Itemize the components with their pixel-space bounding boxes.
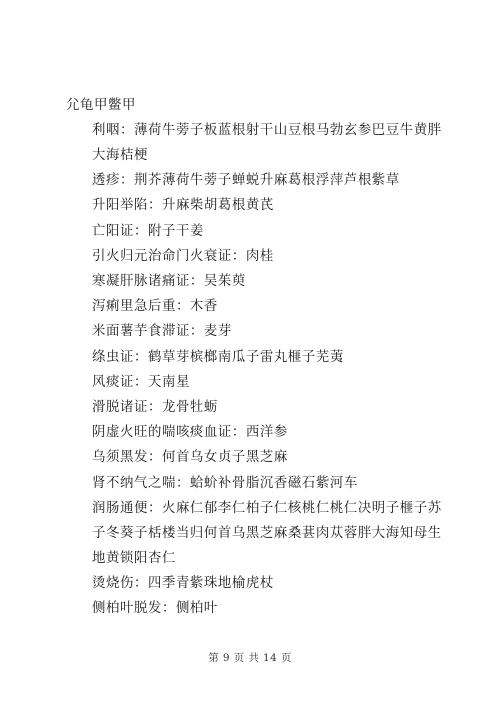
text-line-13: 乌须黑发：何首乌女贞子黑芝麻	[92, 450, 288, 466]
text-line-4: 亡阳证：附子干姜	[92, 223, 204, 239]
text-line-12: 阴虚火旺的喘咳痰血证：西洋参	[92, 425, 288, 441]
text-line-14: 肾不纳气之喘：蛤蚧补骨脂沉香磁石紫河车	[92, 475, 358, 491]
text-line-0: 尣龟甲鳖甲	[66, 98, 136, 113]
text-line-2: 透疹：荆芥薄荷牛蒡子蝉蜕升麻葛根浮萍芦根紫草	[92, 173, 400, 189]
text-line-5: 引火归元治命门火衰证：肉桂	[92, 248, 274, 264]
text-line-1: 利咽：薄荷牛蒡子板蓝根射干山豆根马勃玄参巴豆牛黄胖大海桔梗	[92, 123, 442, 164]
text-line-7: 泻痢里急后重：木香	[92, 299, 218, 315]
text-line-16: 烫烧伤：四季青紫珠地榆虎杖	[92, 575, 274, 591]
text-line-11: 滑脱诸证：龙骨牡蛎	[92, 400, 218, 416]
text-line-6: 寒凝肝脉诸痛证：吴茱萸	[92, 274, 246, 290]
text-line-9: 绦虫证：鹤草芽槟榔南瓜子雷丸榧子芜荑	[92, 349, 344, 365]
document-body	[66, 93, 450, 621]
text-line-10: 风痰证：天南星	[92, 374, 190, 390]
text-line-3: 升阳举陷：升麻柴胡葛根黄芪	[92, 198, 274, 214]
page-footer: 第 9 页 共 14 页	[208, 652, 292, 664]
text-line-8: 米面薯芋食滞证：麦芽	[92, 324, 232, 340]
text-line-15: 润肠通便：火麻仁郁李仁柏子仁核桃仁桃仁决明子榧子苏子冬葵子栝楼当归何首乌黑芝麻桑葚肉苁蓉胖大海知母生地黄锁阳杏仁	[92, 500, 442, 566]
text-line-17: 侧柏叶脱发：侧柏叶	[92, 601, 218, 617]
